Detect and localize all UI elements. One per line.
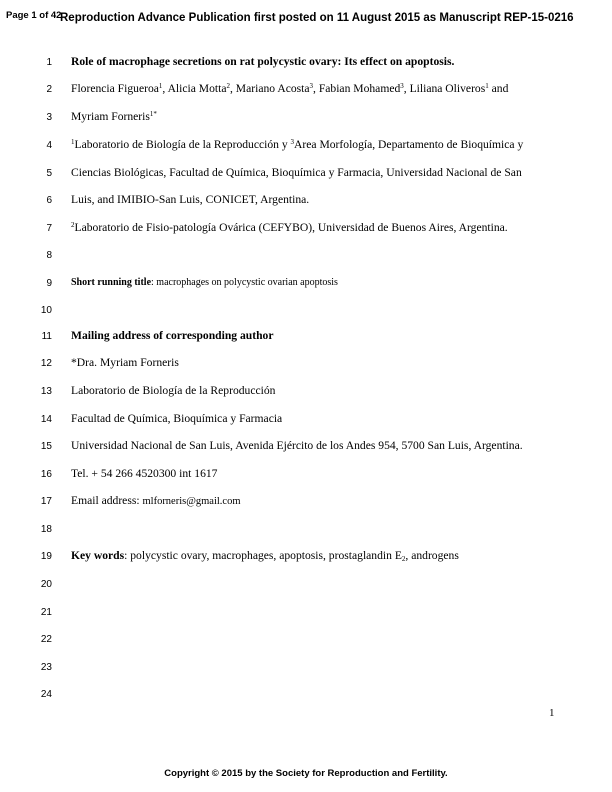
line-number: 22 bbox=[40, 634, 52, 645]
line-number: 10 bbox=[40, 305, 52, 316]
affiliation: Ciencias Biológicas, Facultad de Química, Bioquímica y Farmacia, Universidad Nacional de San bbox=[71, 166, 522, 179]
line-number: 7 bbox=[46, 223, 52, 234]
manuscript-line bbox=[0, 55, 612, 71]
address-line: Laboratorio de Biología de la Reproducción bbox=[71, 384, 276, 397]
affiliation: $^2$Laboratorio de Fisio-patología Ovárica (CEFYBO), Universidad de Buenos Aires, Argentina. bbox=[71, 221, 508, 234]
line-number: 2 bbox=[46, 84, 52, 95]
address-line: Facultad de Química, Bioquímica y Farmacia bbox=[71, 412, 283, 425]
line-number: 6 bbox=[46, 195, 52, 206]
telephone: Tel. + 54 266 4520300 int 1617 bbox=[71, 467, 218, 480]
mailing-address-heading: Mailing address of corresponding author bbox=[71, 329, 274, 342]
copyright-footer: Copyright © 2015 by the Society for Reproduction and Fertility. bbox=[164, 768, 448, 779]
line-number: 18 bbox=[40, 524, 52, 535]
manuscript-line bbox=[0, 577, 612, 593]
line-number: 9 bbox=[46, 278, 52, 289]
affiliation: Luis, and IMIBIO-San Luis, CONICET, Argentina. bbox=[71, 193, 310, 206]
manuscript-line bbox=[0, 605, 612, 621]
manuscript-line bbox=[0, 384, 612, 400]
affiliation: $^1$Laboratorio de Biología de la Reproducción y $^3$Area Morfología, Departamento de Bioquímica y bbox=[71, 138, 524, 151]
short-running-title: Short running title: macrophages on polycystic ovarian apoptosis bbox=[71, 277, 338, 288]
line-number: 17 bbox=[40, 496, 52, 507]
manuscript-line bbox=[0, 467, 612, 483]
manuscript-line bbox=[0, 166, 612, 182]
address-line: Universidad Nacional de San Luis, Avenida Ejército de los Andes 954, 5700 San Luis, Argentina. bbox=[71, 439, 523, 452]
line-number: 1 bbox=[46, 57, 52, 68]
line-number: 4 bbox=[46, 140, 52, 151]
manuscript-line bbox=[0, 329, 612, 345]
email-line: Email address: mlforneris@gmail.com bbox=[71, 494, 241, 507]
manuscript-line bbox=[0, 303, 612, 319]
line-number: 23 bbox=[40, 662, 52, 673]
corresponding-author: *Dra. Myriam Forneris bbox=[71, 356, 179, 369]
manuscript-line bbox=[0, 110, 612, 126]
manuscript-line bbox=[0, 632, 612, 648]
line-number: 20 bbox=[40, 579, 52, 590]
line-number: 19 bbox=[40, 551, 52, 562]
line-number: 13 bbox=[40, 386, 52, 397]
line-number: 11 bbox=[41, 331, 52, 342]
manuscript-line bbox=[0, 660, 612, 676]
page-count: Page 1 of 42 bbox=[6, 10, 62, 21]
author-list: Florencia Figueroa$^1$, Alicia Motta$^2$, Mariano Acosta$^3$, Fabian Mohamed$^3$, Liliana Oliveros$^1$ and bbox=[71, 82, 509, 95]
manuscript-line bbox=[0, 138, 612, 154]
line-number: 14 bbox=[40, 414, 52, 425]
line-number: 5 bbox=[46, 168, 52, 179]
manuscript-line bbox=[0, 549, 612, 565]
line-number: 21 bbox=[40, 607, 52, 618]
email-address: mlforneris@gmail.com bbox=[142, 496, 241, 507]
line-number: 8 bbox=[46, 250, 52, 261]
line-number: 16 bbox=[40, 469, 52, 480]
manuscript-line bbox=[0, 248, 612, 264]
manuscript-line bbox=[0, 221, 612, 237]
manuscript-line bbox=[0, 494, 612, 510]
manuscript-line bbox=[0, 412, 612, 428]
line-number: 24 bbox=[40, 689, 52, 700]
page-number: 1 bbox=[549, 707, 555, 719]
manuscript-line bbox=[0, 356, 612, 372]
advance-publication-banner: Reproduction Advance Publication first posted on 11 August 2015 as Manuscript REP-15-0216 bbox=[60, 12, 574, 24]
manuscript-line bbox=[0, 687, 612, 703]
article-title: Role of macrophage secretions on rat polycystic ovary: Its effect on apoptosis. bbox=[71, 55, 455, 68]
line-number: 15 bbox=[40, 441, 52, 452]
manuscript-line bbox=[0, 276, 612, 292]
manuscript-line bbox=[0, 522, 612, 538]
manuscript-line bbox=[0, 193, 612, 209]
manuscript-line bbox=[0, 439, 612, 455]
manuscript-line bbox=[0, 82, 612, 98]
keywords: Key words: polycystic ovary, macrophages, apoptosis, prostaglandin $E_2$, androgens bbox=[71, 549, 459, 563]
author-list: Myriam Forneris$^{1*}$ bbox=[71, 110, 157, 123]
line-number: 12 bbox=[40, 358, 52, 369]
line-number: 3 bbox=[46, 112, 52, 123]
